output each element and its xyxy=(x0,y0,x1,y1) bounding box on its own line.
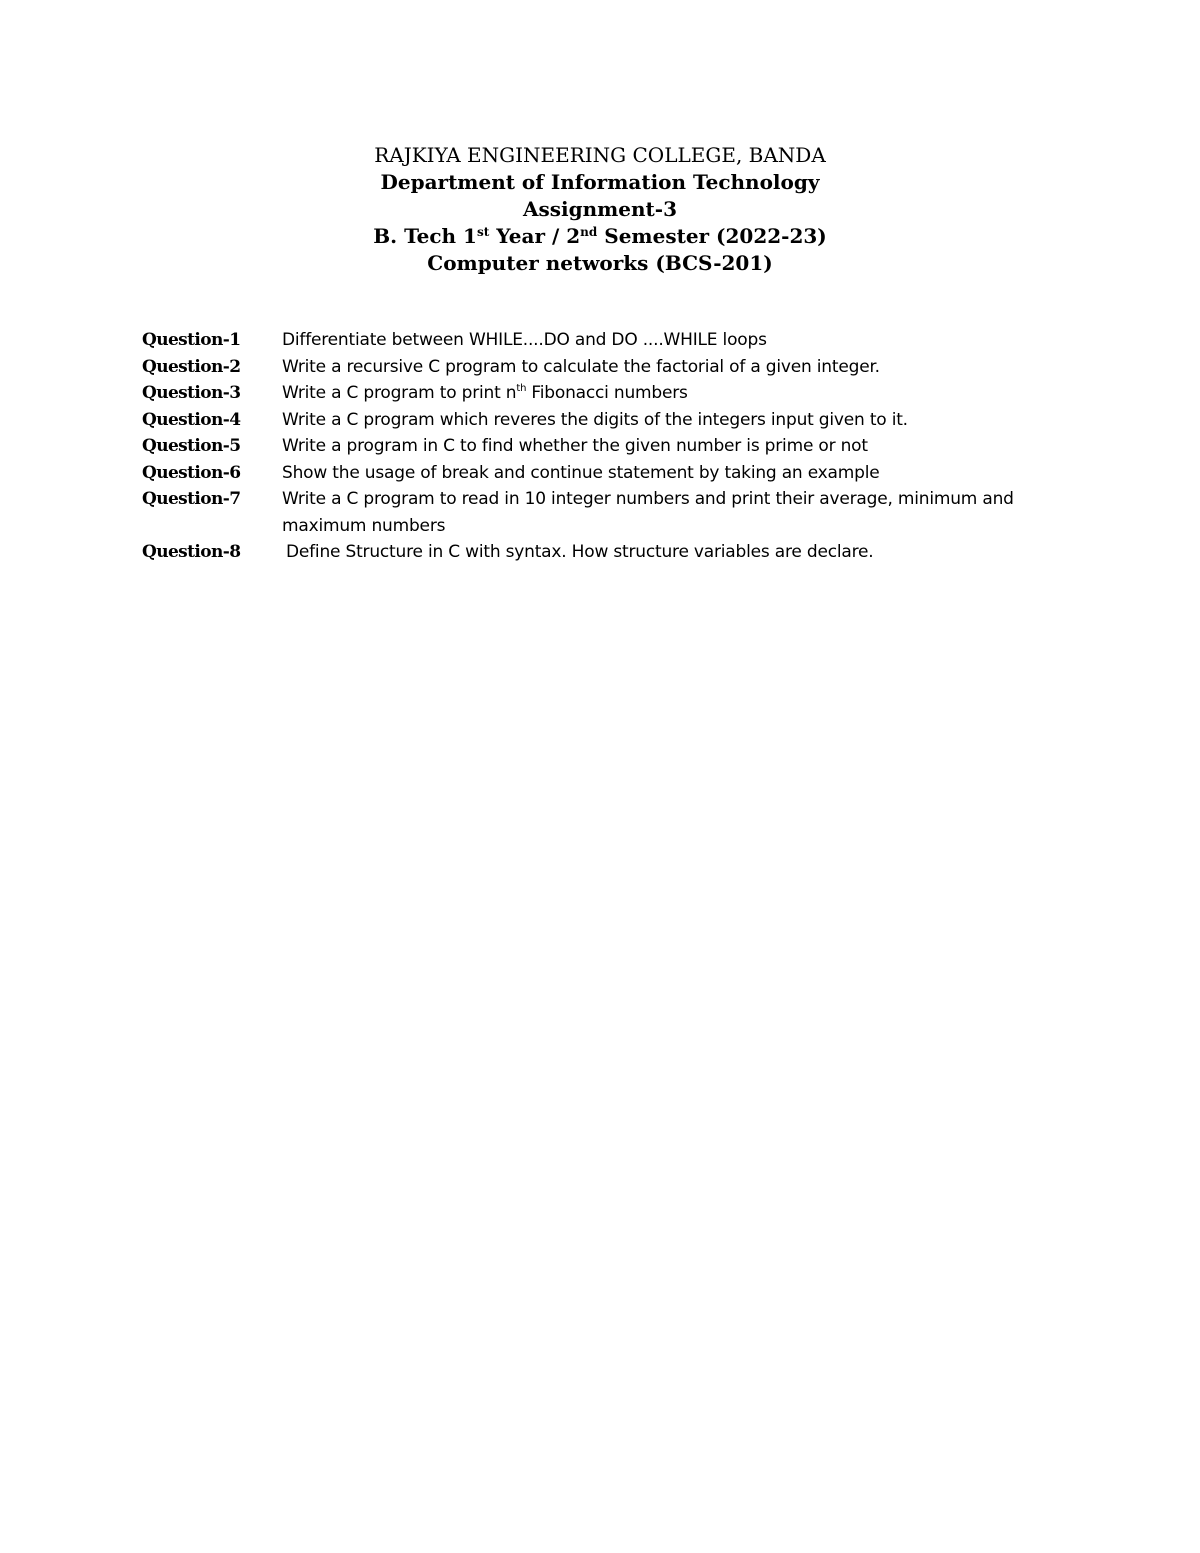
question-label: Question-6 xyxy=(142,462,241,483)
question-text: Show the usage of break and continue statement by taking an example xyxy=(282,462,880,483)
course-line-part: Year / 2 xyxy=(489,224,581,248)
question-text-part: Write a C program to print n xyxy=(282,383,517,403)
question-label: Question-3 xyxy=(142,383,241,403)
question-label: Question-8 xyxy=(142,542,241,562)
question-label: Question-5 xyxy=(142,436,241,456)
question-list xyxy=(142,327,1082,566)
question-text: Define Structure in C with syntax. How structure variables are declare. xyxy=(286,542,874,562)
question-text-part: Fibonacci numbers xyxy=(526,383,688,403)
question-text: Write a program in C to find whether the given number is prime or not xyxy=(282,436,868,456)
course-line-superscript: nd xyxy=(580,225,598,239)
question-row xyxy=(142,327,1082,354)
question-row xyxy=(142,539,1082,566)
course-line xyxy=(0,223,1200,250)
question-text xyxy=(282,380,1082,407)
college-name: RAJKIYA ENGINEERING COLLEGE, BANDA xyxy=(374,143,826,167)
course-line-part: Semester (2022-23) xyxy=(597,224,827,248)
question-row xyxy=(142,354,1082,381)
question-text: Write a C program which reveres the digits of the integers input given to it. xyxy=(282,409,908,430)
question-row xyxy=(142,460,1082,487)
question-label: Question-4 xyxy=(142,409,241,430)
subject-title: Computer networks (BCS-201) xyxy=(427,251,773,275)
question-label: Question-7 xyxy=(142,489,241,509)
question-text: Write a recursive C program to calculate the factorial of a given integer. xyxy=(282,356,880,377)
course-line-superscript: st xyxy=(476,225,490,239)
department-name: Department of Information Technology xyxy=(380,170,820,194)
course-line-part: B. Tech 1 xyxy=(373,224,477,248)
question-row xyxy=(142,380,1082,407)
question-row xyxy=(142,433,1082,460)
question-label: Question-2 xyxy=(142,356,241,377)
assignment-title: Assignment-3 xyxy=(522,197,678,221)
question-text: Differentiate between WHILE....DO and DO ....WHILE loops xyxy=(282,330,767,350)
question-row xyxy=(142,407,1082,434)
document-header xyxy=(0,142,1200,277)
question-text: Write a C program to read in 10 integer numbers and print their average, minimum and maximum numbers xyxy=(282,489,1014,536)
question-text-superscript: th xyxy=(516,383,527,394)
question-row xyxy=(142,486,1082,539)
question-label: Question-1 xyxy=(142,330,241,350)
